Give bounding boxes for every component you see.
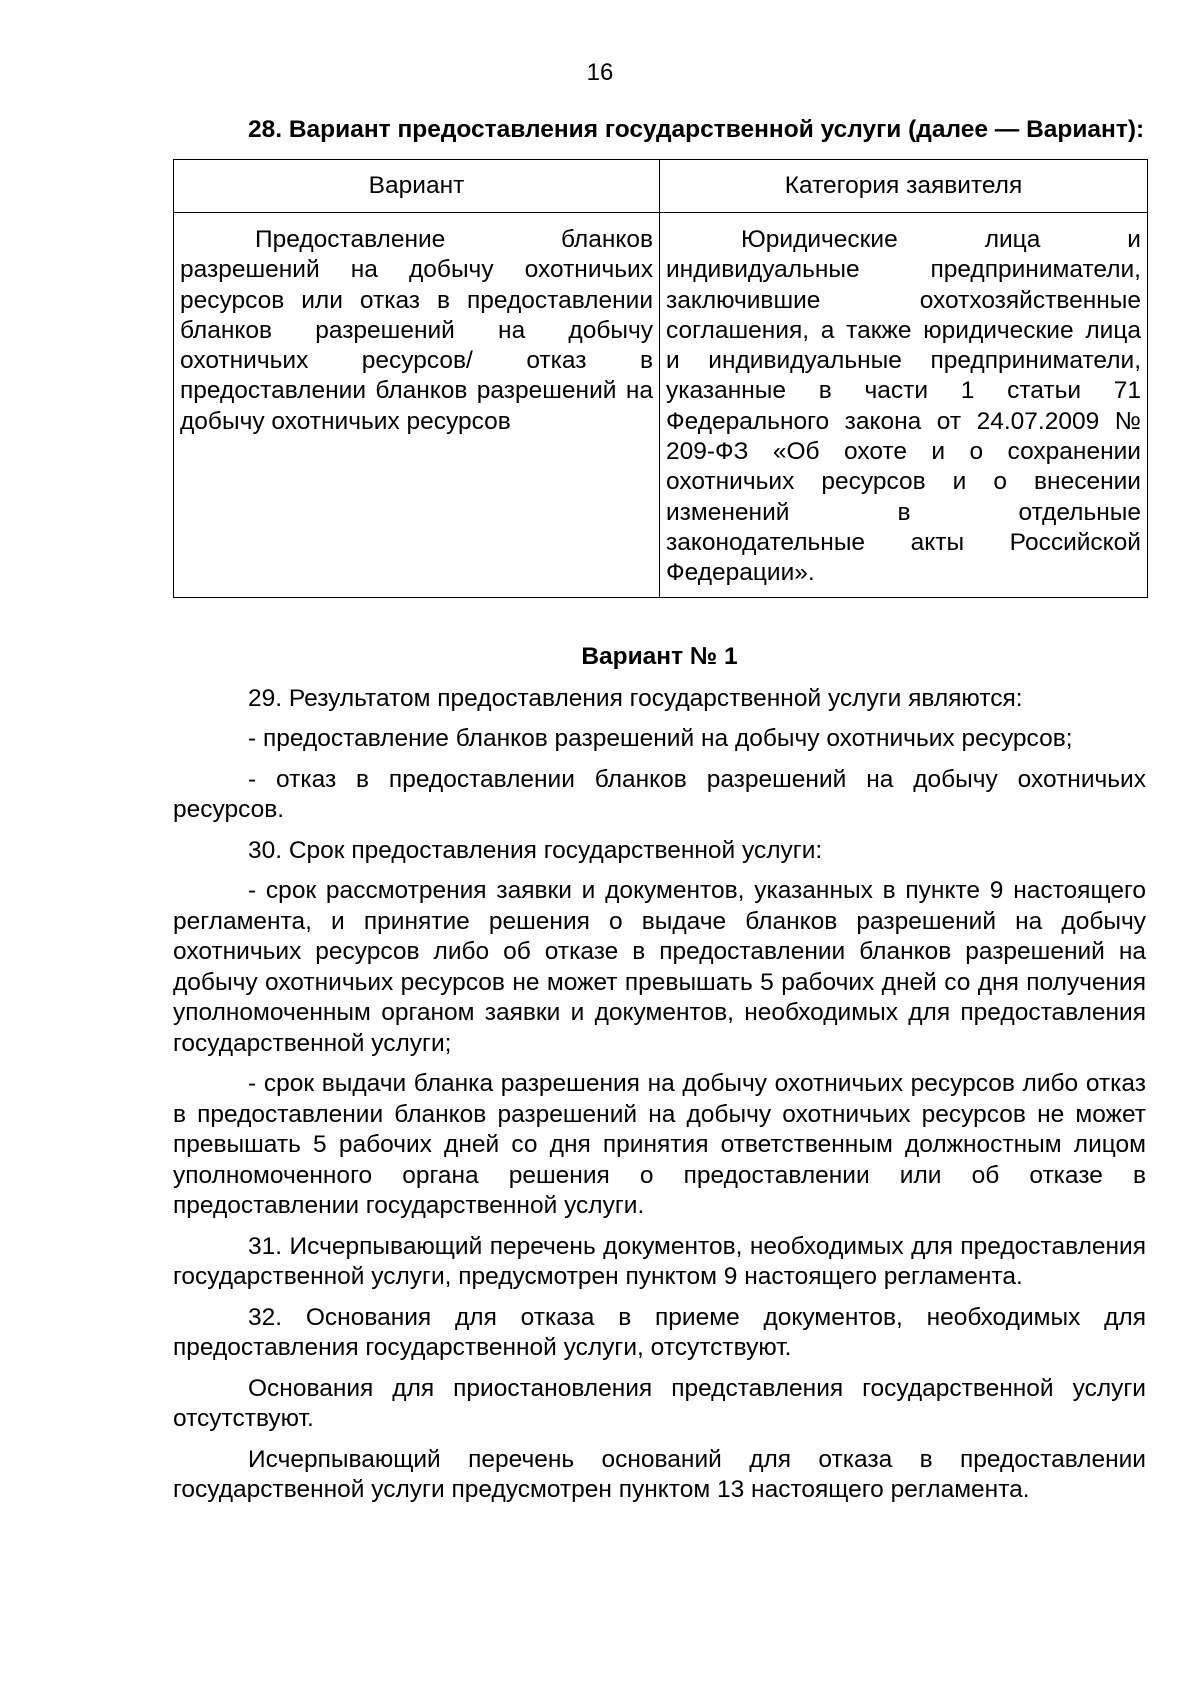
paragraph: - срок выдачи бланка разрешения на добычу охотничьих ресурсов либо отказ в предоставлении бланков разрешений на добычу охотничьих ресурсов не может превышать 5 рабочих дней со дня принятия ответственным должностным лицом уполномоченного органа решения о предоставлении или об отказе в предоставлении государственной услуги.: [173, 1070, 1146, 1220]
paragraph: 29. Результатом предоставления государственной услуги являются:: [248, 684, 1023, 712]
paragraph: Основания для приостановления представления государственной услуги отсутствуют.: [173, 1374, 1146, 1433]
table-header-variant: Вариант: [174, 160, 660, 213]
section-heading: 28. Вариант предоставления государственной услуги (далее — Вариант):: [248, 116, 1145, 143]
document-body: [173, 114, 1146, 1506]
paragraph: 32. Основания для отказа в приеме документов, необходимых для предоставления государственной услуги, отсутствуют.: [173, 1303, 1146, 1362]
table-header-category: Категория заявителя: [660, 160, 1148, 213]
paragraph: 31. Исчерпывающий перечень документов, необходимых для предоставления государственной услуги, предусмотрен пунктом 9 настоящего регламента.: [173, 1232, 1146, 1291]
table-header-row: [174, 160, 1148, 213]
paragraph: - отказ в предоставлении бланков разрешений на добычу охотничьих ресурсов.: [173, 765, 1146, 824]
table-cell-variant: Предоставление бланков разрешений на добычу охотничьих ресурсов или отказ в предоставлении бланков разрешений на добычу охотничьих ресурсов/ отказ в предоставлении бланков разрешений на добычу охотничьих ресурсов: [174, 213, 660, 598]
variants-table: [173, 159, 1148, 598]
table-cell-category: Юридические лица и индивидуальные предприниматели, заключившие охотхозяйственные соглашения, а также юридические лица и индивидуальные предприниматели, указанные в части 1 статьи 71 Федерального закона от 24.07.2009 № 209-ФЗ «Об охоте и о сохранении охотничьих ресурсов и о внесении изменений в отдельные законодательные акты Российской Федерации».: [660, 213, 1148, 598]
paragraph: - предоставление бланков разрешений на добычу охотничьих ресурсов;: [248, 725, 1073, 753]
variant-title: Вариант № 1: [581, 642, 738, 670]
paragraph: Исчерпывающий перечень оснований для отказа в предоставлении государственной услуги предусмотрен пунктом 13 настоящего регламента.: [173, 1445, 1146, 1504]
paragraph: - срок рассмотрения заявки и документов, указанных в пункте 9 настоящего регламента, и принятие решения о выдаче бланков разрешений на добычу охотничьих ресурсов либо об отказе в предоставлении бланков разрешений на добычу охотничьих ресурсов не может превышать 5 рабочих дней со дня получения уполномоченным органом заявки и документов, необходимых для предоставления государственной услуги;: [173, 877, 1146, 1057]
page-number: 16: [586, 59, 614, 86]
table-row: [174, 213, 1148, 598]
paragraph: 30. Срок предоставления государственной услуги:: [248, 836, 823, 864]
